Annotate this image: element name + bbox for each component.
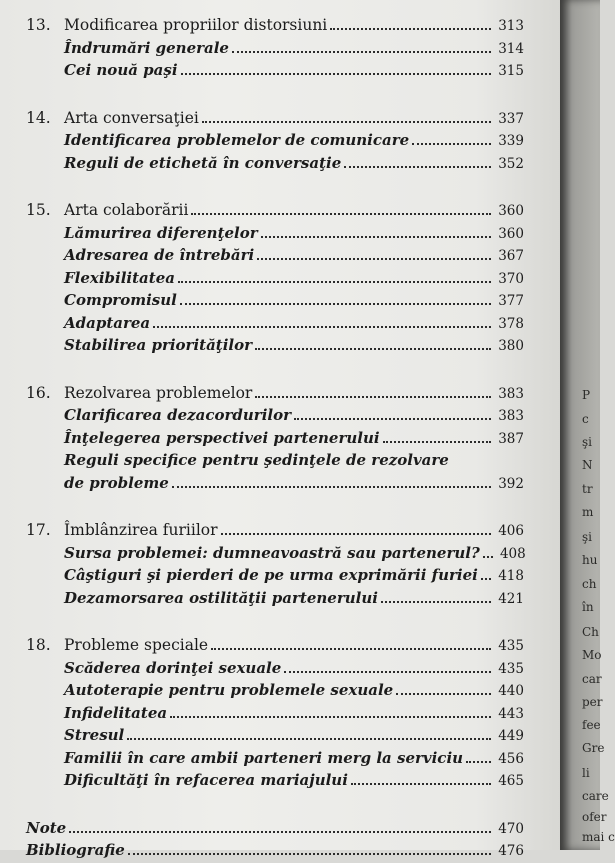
dot-leader <box>255 382 491 398</box>
text-fragment: car <box>582 672 602 686</box>
back-matter-title: Note <box>26 818 67 837</box>
dot-leader <box>180 290 491 306</box>
dot-leader <box>396 680 491 696</box>
text-fragment: per <box>582 695 603 709</box>
section-title: Reguli specifice pentru şedinţele de rezolvare <box>64 451 449 469</box>
toc-back-row[interactable] <box>26 817 524 840</box>
section-title: Lămurirea diferenţelor <box>64 223 258 242</box>
back-matter <box>26 817 524 862</box>
section-title: Îndrumări generale <box>64 38 229 57</box>
toc-chapter-row[interactable] <box>26 107 524 130</box>
text-fragment: N <box>582 458 593 472</box>
toc-section-row[interactable] <box>26 702 524 725</box>
chapter-title: Modificarea propriilor distorsiuni <box>64 16 328 34</box>
dot-leader <box>221 519 491 535</box>
dot-leader <box>191 199 491 215</box>
toc-section-row[interactable] <box>26 427 524 450</box>
dot-leader <box>170 702 491 718</box>
dot-leader <box>153 312 491 328</box>
chapter-number: 13. <box>26 16 51 34</box>
dot-leader <box>232 37 491 53</box>
dot-leader <box>381 587 491 603</box>
text-fragment: Mo <box>582 648 602 662</box>
dot-leader <box>481 565 491 581</box>
page-number: 440 <box>498 683 524 699</box>
text-fragment: mai c <box>582 830 615 844</box>
dot-leader <box>69 817 491 833</box>
page-number: 443 <box>498 705 524 722</box>
chapter-17 <box>26 519 524 609</box>
dot-leader <box>284 657 491 673</box>
chapter-title: Îmblânzirea furiilor <box>64 521 218 539</box>
toc-section-row[interactable] <box>26 37 524 60</box>
chapter-title: Arta conversaţiei <box>64 108 199 127</box>
chapter-13 <box>26 14 524 82</box>
chapter-number: 14. <box>26 108 51 127</box>
toc-section-row[interactable] <box>26 222 524 245</box>
section-title: Cei nouă paşi <box>64 61 178 79</box>
toc-chapter-row[interactable] <box>26 519 524 542</box>
section-title: Clarificarea dezacordurilor <box>64 406 292 424</box>
text-fragment: fee <box>582 718 601 732</box>
dot-leader <box>128 840 491 856</box>
section-title: Sursa problemei: dumneavoastră sau partenerul? <box>64 543 480 562</box>
dot-leader <box>255 335 491 351</box>
toc-section-row[interactable] <box>26 564 524 587</box>
toc-section-row[interactable] <box>26 289 524 312</box>
page-number: 392 <box>498 475 524 492</box>
page-number: 383 <box>498 385 524 402</box>
toc-section-row[interactable] <box>26 129 524 152</box>
text-fragment: hu <box>582 553 598 567</box>
toc-section-row[interactable] <box>26 152 524 175</box>
dot-leader <box>172 472 491 488</box>
text-fragment: şi <box>582 435 592 449</box>
text-fragment: tr <box>582 482 593 496</box>
chapter-number: 17. <box>26 521 51 539</box>
section-title: Scăderea dorinţei sexuale <box>64 658 282 677</box>
text-fragment: c <box>582 412 589 426</box>
table-of-contents <box>26 14 524 862</box>
text-fragment: în <box>582 600 594 614</box>
page-number: 435 <box>498 638 524 654</box>
chapter-title: Arta colaborării <box>64 201 189 219</box>
section-title: Compromisul <box>64 291 177 309</box>
section-title: Dezamorsarea ostilităţii partenerului <box>64 588 378 607</box>
dot-leader <box>211 634 491 650</box>
toc-section-row[interactable] <box>26 267 524 290</box>
dot-leader <box>483 542 493 558</box>
toc-section-row-line2[interactable] <box>26 472 524 495</box>
dot-leader <box>351 770 491 786</box>
page-number: 435 <box>498 660 524 677</box>
dot-leader <box>127 725 491 741</box>
toc-section-row[interactable] <box>26 244 524 267</box>
section-title: Adresarea de întrebări <box>64 246 255 264</box>
dot-leader <box>202 107 491 123</box>
page-number: 408 <box>499 545 526 562</box>
page-number: 456 <box>498 750 524 767</box>
dot-leader <box>344 152 491 168</box>
dot-leader <box>257 245 491 261</box>
page-number: 380 <box>498 338 524 354</box>
section-title: Flexibilitatea <box>64 268 175 287</box>
page-number: 370 <box>498 270 524 287</box>
chapter-title: Rezolvarea problemelor <box>64 383 253 402</box>
toc-chapter-row[interactable] <box>26 634 524 657</box>
page-number: 406 <box>498 523 524 539</box>
page-number: 470 <box>498 820 524 837</box>
section-title: Stabilirea priorităţilor <box>64 336 253 354</box>
section-title: Reguli de etichetă în conversaţie <box>64 153 342 172</box>
toc-section-row[interactable] <box>26 542 524 565</box>
toc-chapter-row[interactable] <box>26 199 524 222</box>
section-title: Adaptarea <box>64 313 151 332</box>
page-number: 418 <box>498 568 524 584</box>
dot-leader <box>330 14 491 30</box>
dot-leader <box>261 222 491 238</box>
page-number: 421 <box>498 590 524 607</box>
page-number: 378 <box>498 315 524 332</box>
page-number: 313 <box>498 18 524 34</box>
text-fragment: li <box>582 766 590 780</box>
toc-chapter-row[interactable] <box>26 14 524 37</box>
toc-back-row[interactable] <box>26 839 524 862</box>
text-fragment: ch <box>582 577 597 591</box>
adjacent-page-edge <box>560 0 615 850</box>
chapter-14 <box>26 107 524 175</box>
section-title: Dificultăţi în refacerea mariajului <box>64 771 348 789</box>
chapter-16 <box>26 382 524 495</box>
dot-leader <box>294 405 491 421</box>
section-title: Câştiguri şi pierderi de pe urma exprimării furiei <box>64 566 478 584</box>
toc-section-row[interactable] <box>26 312 524 335</box>
page-number: 449 <box>498 728 524 744</box>
page-number: 465 <box>498 773 524 789</box>
toc-section-row[interactable] <box>26 747 524 770</box>
text-fragment: şi <box>582 530 592 544</box>
toc-section-row[interactable] <box>26 724 524 747</box>
chapter-18 <box>26 634 524 792</box>
page-number: 352 <box>498 155 524 172</box>
toc-section-row[interactable] <box>26 334 524 357</box>
toc-section-row[interactable] <box>26 679 524 702</box>
chapter-number: 15. <box>26 201 51 219</box>
chapter-15 <box>26 199 524 357</box>
section-title: Autoterapie pentru problemele sexuale <box>64 681 394 699</box>
page-number: 360 <box>498 203 524 219</box>
page-number: 337 <box>498 110 524 127</box>
toc-section-row[interactable] <box>26 657 524 680</box>
section-title: Identificarea problemelor de comunicare <box>64 131 410 149</box>
chapter-title: Probleme speciale <box>64 636 209 654</box>
chapter-number: 16. <box>26 383 51 402</box>
toc-section-row[interactable] <box>26 587 524 610</box>
text-fragment: Ch <box>582 625 599 639</box>
text-fragment: ofer <box>582 810 607 824</box>
page-number: 360 <box>498 225 524 242</box>
text-fragment: Gre <box>582 741 605 755</box>
text-fragment: care <box>582 789 609 803</box>
page-number: 314 <box>498 40 524 57</box>
page-number: 315 <box>498 63 524 79</box>
toc-section-row[interactable] <box>26 59 524 82</box>
page-number: 377 <box>498 293 524 309</box>
section-title: Stresul <box>64 726 125 744</box>
page-number: 367 <box>498 248 524 264</box>
page-number: 387 <box>498 430 524 447</box>
dot-leader <box>181 60 491 76</box>
page-number: 339 <box>498 133 524 149</box>
page-number: 476 <box>498 843 524 859</box>
section-title: Infidelitatea <box>64 703 168 722</box>
back-matter-title: Bibliografie <box>26 841 125 859</box>
dot-leader <box>178 267 491 283</box>
text-fragment: m <box>582 505 594 519</box>
text-fragment: P <box>582 388 591 402</box>
toc-section-row[interactable] <box>26 404 524 427</box>
toc-section-row-line1[interactable] <box>26 449 524 472</box>
section-title: Înţelegerea perspectivei partenerului <box>64 428 380 447</box>
section-title-continued: de probleme <box>64 473 169 492</box>
toc-section-row[interactable] <box>26 769 524 792</box>
chapter-number: 18. <box>26 636 51 654</box>
dot-leader <box>412 130 491 146</box>
section-title: Familii în care ambii parteneri merg la serviciu <box>64 748 464 767</box>
page-number: 383 <box>498 408 524 424</box>
dot-leader <box>466 747 491 763</box>
toc-chapter-row[interactable] <box>26 382 524 405</box>
dot-leader <box>383 427 491 443</box>
